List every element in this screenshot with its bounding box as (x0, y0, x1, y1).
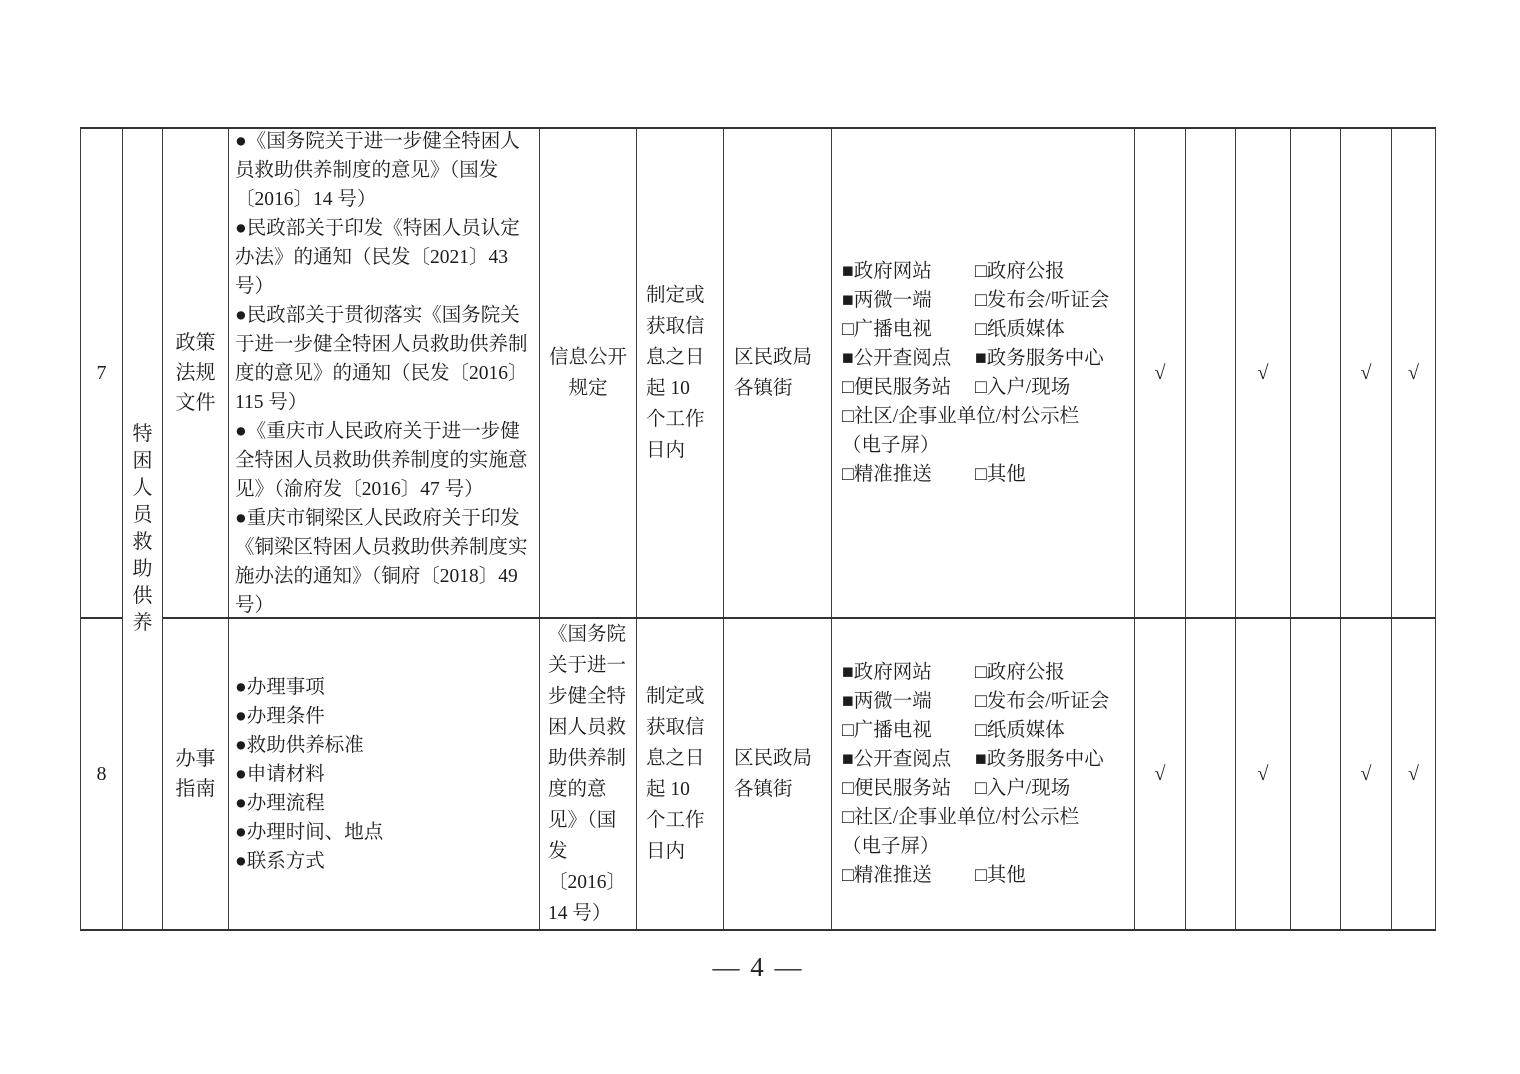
channel-option: □入户/现场 (975, 778, 1071, 799)
channel-option: □入户/现场 (975, 377, 1071, 398)
channel-option: ■公开查阅点 (842, 348, 952, 369)
legal-basis-label: 《国务院关于进一步健全特困人员救助供养制度的意见》（国发〔2016〕14 号） (548, 624, 627, 924)
check-mark-cell (1291, 619, 1341, 929)
channel-option: ■政务服务中心 (975, 749, 1104, 770)
check-mark-cell: √ (1392, 129, 1436, 619)
channels-cell (832, 129, 1135, 619)
category-label: 特困人员救助供养 (132, 423, 153, 634)
channel-line (842, 832, 1130, 861)
channel-option: □精准推送 (842, 464, 932, 485)
category-cell (123, 129, 163, 929)
check-mark-cell: √ (1341, 129, 1392, 619)
time-limit-label: 制定或获取信息之日起 10 个工作日内 (646, 686, 705, 862)
content-cell (229, 129, 540, 619)
channel-option: □社区/企事业单位/村公示栏 (842, 807, 1080, 828)
channel-line (842, 286, 1130, 315)
channel-line (842, 315, 1130, 344)
subcategory-label: 政策法规文件 (175, 332, 216, 414)
page-number: — 4 — (712, 952, 804, 982)
row-number: 7 (81, 129, 123, 619)
content-item: ●办理流程 (235, 792, 325, 814)
channel-line (842, 257, 1130, 286)
check-mark-cell (1291, 129, 1341, 619)
channel-option: □发布会/听证会 (975, 290, 1110, 311)
content-item: ●民政部关于贯彻落实《国务院关于进一步健全特困人员救助供养制度的意见》的通知（民发〔2016〕115 号） (235, 304, 528, 413)
channel-option: □纸质媒体 (975, 720, 1065, 741)
channel-option: □广播电视 (842, 319, 932, 340)
channel-option: ■公开查阅点 (842, 749, 952, 770)
channel-option: □政府公报 (975, 662, 1065, 683)
time-limit-cell (637, 619, 724, 929)
channel-option: （电子屏） (842, 836, 940, 857)
subcategory-label: 办事指南 (175, 748, 216, 800)
content-item: ●办理事项 (235, 676, 325, 698)
subcategory-cell (163, 619, 229, 929)
responsible-org-cell (724, 129, 832, 619)
channel-line (842, 460, 1130, 489)
channel-option: ■政府网站 (842, 662, 932, 683)
channel-option: ■政务服务中心 (975, 348, 1104, 369)
time-limit-cell (637, 129, 724, 619)
channel-option: □广播电视 (842, 720, 932, 741)
content-item: ●联系方式 (235, 850, 325, 872)
channel-option: ■两微一端 (842, 290, 932, 311)
channel-option: □发布会/听证会 (975, 691, 1110, 712)
channel-line (842, 803, 1130, 832)
channel-option: □政府公报 (975, 261, 1065, 282)
channel-line (842, 344, 1130, 373)
channel-option: □其他 (975, 464, 1026, 485)
check-mark-cell: √ (1236, 129, 1291, 619)
channel-line (842, 658, 1130, 687)
channel-line (842, 861, 1130, 890)
content-item: ●重庆市铜梁区人民政府关于印发《铜梁区特困人员救助供养制度实施办法的通知》（铜府〔2018〕49 号） (235, 507, 528, 616)
responsible-org-cell (724, 619, 832, 929)
check-mark-cell: √ (1135, 619, 1186, 929)
channel-option: □纸质媒体 (975, 319, 1065, 340)
check-mark-cell: √ (1392, 619, 1436, 929)
channel-option: □社区/企事业单位/村公示栏 (842, 406, 1080, 427)
legal-basis-cell (540, 129, 637, 619)
channel-option: ■政府网站 (842, 261, 932, 282)
check-mark-cell (1186, 619, 1236, 929)
channel-line (842, 687, 1130, 716)
channels-cell (832, 619, 1135, 929)
check-mark-cell: √ (1135, 129, 1186, 619)
subcategory-cell (163, 129, 229, 619)
channel-option: □便民服务站 (842, 778, 952, 799)
legal-basis-cell (540, 619, 637, 929)
content-item: ●《重庆市人民政府关于进一步健全特困人员救助供养制度的实施意见》（渝府发〔2016〕47 号） (235, 420, 528, 500)
channel-line (842, 373, 1130, 402)
channel-line (842, 402, 1130, 431)
channel-line (842, 431, 1130, 460)
content-item: ●《国务院关于进一步健全特困人员救助供养制度的意见》（国发〔2016〕14 号） (235, 130, 520, 210)
channel-option: □精准推送 (842, 865, 932, 886)
disclosure-table (80, 127, 1436, 931)
responsible-org-label: 区民政局各镇街 (734, 347, 813, 399)
content-item: ●办理时间、地点 (235, 821, 384, 843)
responsible-org-label: 区民政局各镇街 (734, 748, 813, 800)
legal-basis-label: 信息公开规定 (548, 347, 627, 399)
channel-option: □便民服务站 (842, 377, 952, 398)
content-item: ●民政部关于印发《特困人员认定办法》的通知（民发〔2021〕43 号） (235, 217, 520, 297)
check-mark-cell (1186, 129, 1236, 619)
check-mark-cell: √ (1341, 619, 1392, 929)
content-item: ●办理条件 (235, 705, 325, 727)
channel-option: □其他 (975, 865, 1026, 886)
channel-line (842, 716, 1130, 745)
row-number: 8 (81, 619, 123, 929)
channel-option: （电子屏） (842, 435, 940, 456)
time-limit-label: 制定或获取信息之日起 10 个工作日内 (646, 285, 705, 461)
content-cell (229, 619, 540, 929)
check-mark-cell: √ (1236, 619, 1291, 929)
channel-line (842, 745, 1130, 774)
channel-option: ■两微一端 (842, 691, 932, 712)
content-item: ●申请材料 (235, 763, 325, 785)
content-item: ●救助供养标准 (235, 734, 364, 756)
channel-line (842, 774, 1130, 803)
